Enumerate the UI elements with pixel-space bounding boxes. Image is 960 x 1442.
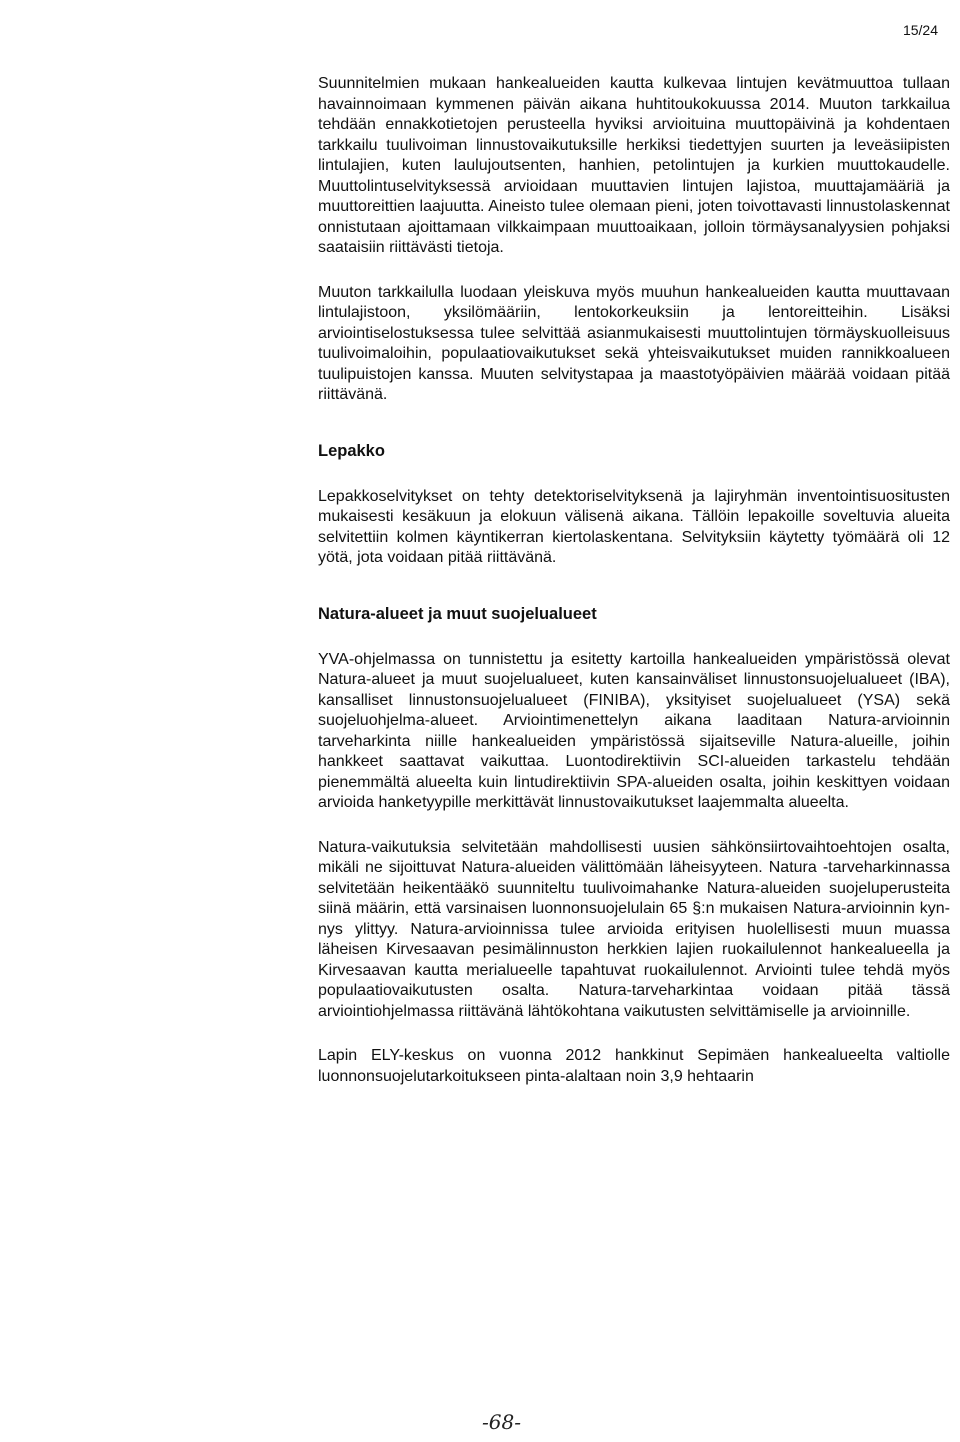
paragraph-bats: Lepakkoselvitykset on tehty detektoriselvityksenä ja lajiryhmän inventointisuositusten mukaisesti kesäkuun ja elokuun välisenä aikana. Tällöin lepakoille soveltuvia alueita selvitettiin kolmen käyntikerran kiertolaskentana. Selvityksiin käytetty työmäärä oli 12 yötä, jota voidaan pitää riittävänä. (318, 487, 950, 566)
heading-natura-areas: Natura-alueet ja muut suojelualueet (318, 604, 597, 623)
paragraph-ely-acquisition: Lapin ELY-keskus on vuonna 2012 hankkinut Sepimäen hankealueelta valtiolle luonnonsuojelutarkoitukseen pinta-alaltaan noin 3,9 hehtaarin (318, 1047, 950, 1085)
paragraph-natura-areas: YVA-ohjelmassa on tunnistettu ja esitetty kartoilla hankealueiden ympäristössä olevat Natura-alueet ja muut suojelualueet, kuten kansainväliset linnustonsuojelualueet (IBA), kansalliset linnustonsuojelualueet (FINIBA), yksityiset suojelualueet (YSA) sekä suojeluohjelma-alueet. Arviointimenettelyn aikana laaditaan Natura-arvioinnin tarveharkinta niille hankealueiden ympäristössä sijaitseville Natura-alueille, joihin hankkeet saattavat vaikuttaa. Luontodirektiivin SCI-alueiden tarkastelu tehdään pienemmältä alueelta kuin lintudirektiivin SPA-alueiden osalta, joihin keskittyen voidaan arvioida hanketyypille merkittävät linnustovaikutukset laajemmalta alueelta. (318, 650, 950, 811)
document-body (318, 74, 950, 1087)
paragraph-natura-impacts: Natura-vaikutuksia selvitetään mahdollisesti uusien sähkönsiirtovaihtoehtojen osalta, mikäli ne sijoittuvat Natura-alueiden välittömään läheisyyteen. Natura -tarveharkinnassa selvitetään heikentääkö suunniteltu tuulivoimahanke Natura-alueiden suojeluperusteita siinä määrin, että varsinaisen luonnonsuojelulain 65 §:n mukaisen Natura-arvioinnin kynnys ylittyy. Natura-arvioinnissa tulee arvioida erityisen huolellisesti muun muassa läheisen Kirvesaavan pesimälinnuston herkkien lajien ruokailulennot hankealueella ja Kirvesaavan kautta merialueelle tapahtuvat ruokailulennot. Arviointi tulee tehdä myös populaatiovaikutusten osalta. Natura-tarveharkintaa voidaan pitää tässä arviointiohjelmassa riittävänä lähtökohtana vaikutusten selvittämiselle ja arvioinnille. (318, 838, 950, 1020)
heading-lepakko: Lepakko (318, 441, 385, 460)
paragraph-migration-monitoring: Muuton tarkkailulla luodaan yleiskuva myös muuhun hankealueiden kautta muuttavaan lintulajistoon, yksilömääriin, lentokorkeuksiin ja lentoreitteihin. Lisäksi arviointiselostuksessa tulee selvittää asianmukaisesti muuttolintujen törmäyskuolleisuus tuulivoimaloihin, populaatiovaikutukset sekä yhteisvaikutukset muiden rannikkoalueen tuulipuistojen kanssa. Muuten selvitystapaa ja maastotyöpäivien määrää voidaan pitää riittävänä. (318, 283, 950, 403)
page-number: 15/24 (902, 22, 938, 38)
paragraph-spring-migration: Suunnitelmien mukaan hankealueiden kautta kulkevaa lintujen kevätmuuttoa tullaan havainnoimaan kymmenen päivän aikana huhtitoukokuussa 2014. Muuton tarkkailua tehdään ennakkotietojen perusteella hyviksi arvioituina muuttopäivinä ja kohdentaen tarkkailu tuulivoiman linnustovaikutuksille herkiksi tiedettyjen suurten ja leveäsiipisten lintulajien, kuten laulujoutsenten, hanhien, petolintujen ja kurkien muuttokaudelle. Muuttolintuselvityksessä arvioidaan muuttavien lintujen lajistoa, muuttajamääriä ja muuttoreittien laajuutta. Aineisto tulee olemaan pieni, joten toivottavasti linnustolaskennat onnistutaan ajoittamaan vilkkaimpaan muuttoaikaan, jolloin törmäysanalyysien pohjaksi saataisiin riittävästi tietoja. (318, 75, 950, 256)
handwritten-page-number: -68- (482, 1410, 521, 1434)
